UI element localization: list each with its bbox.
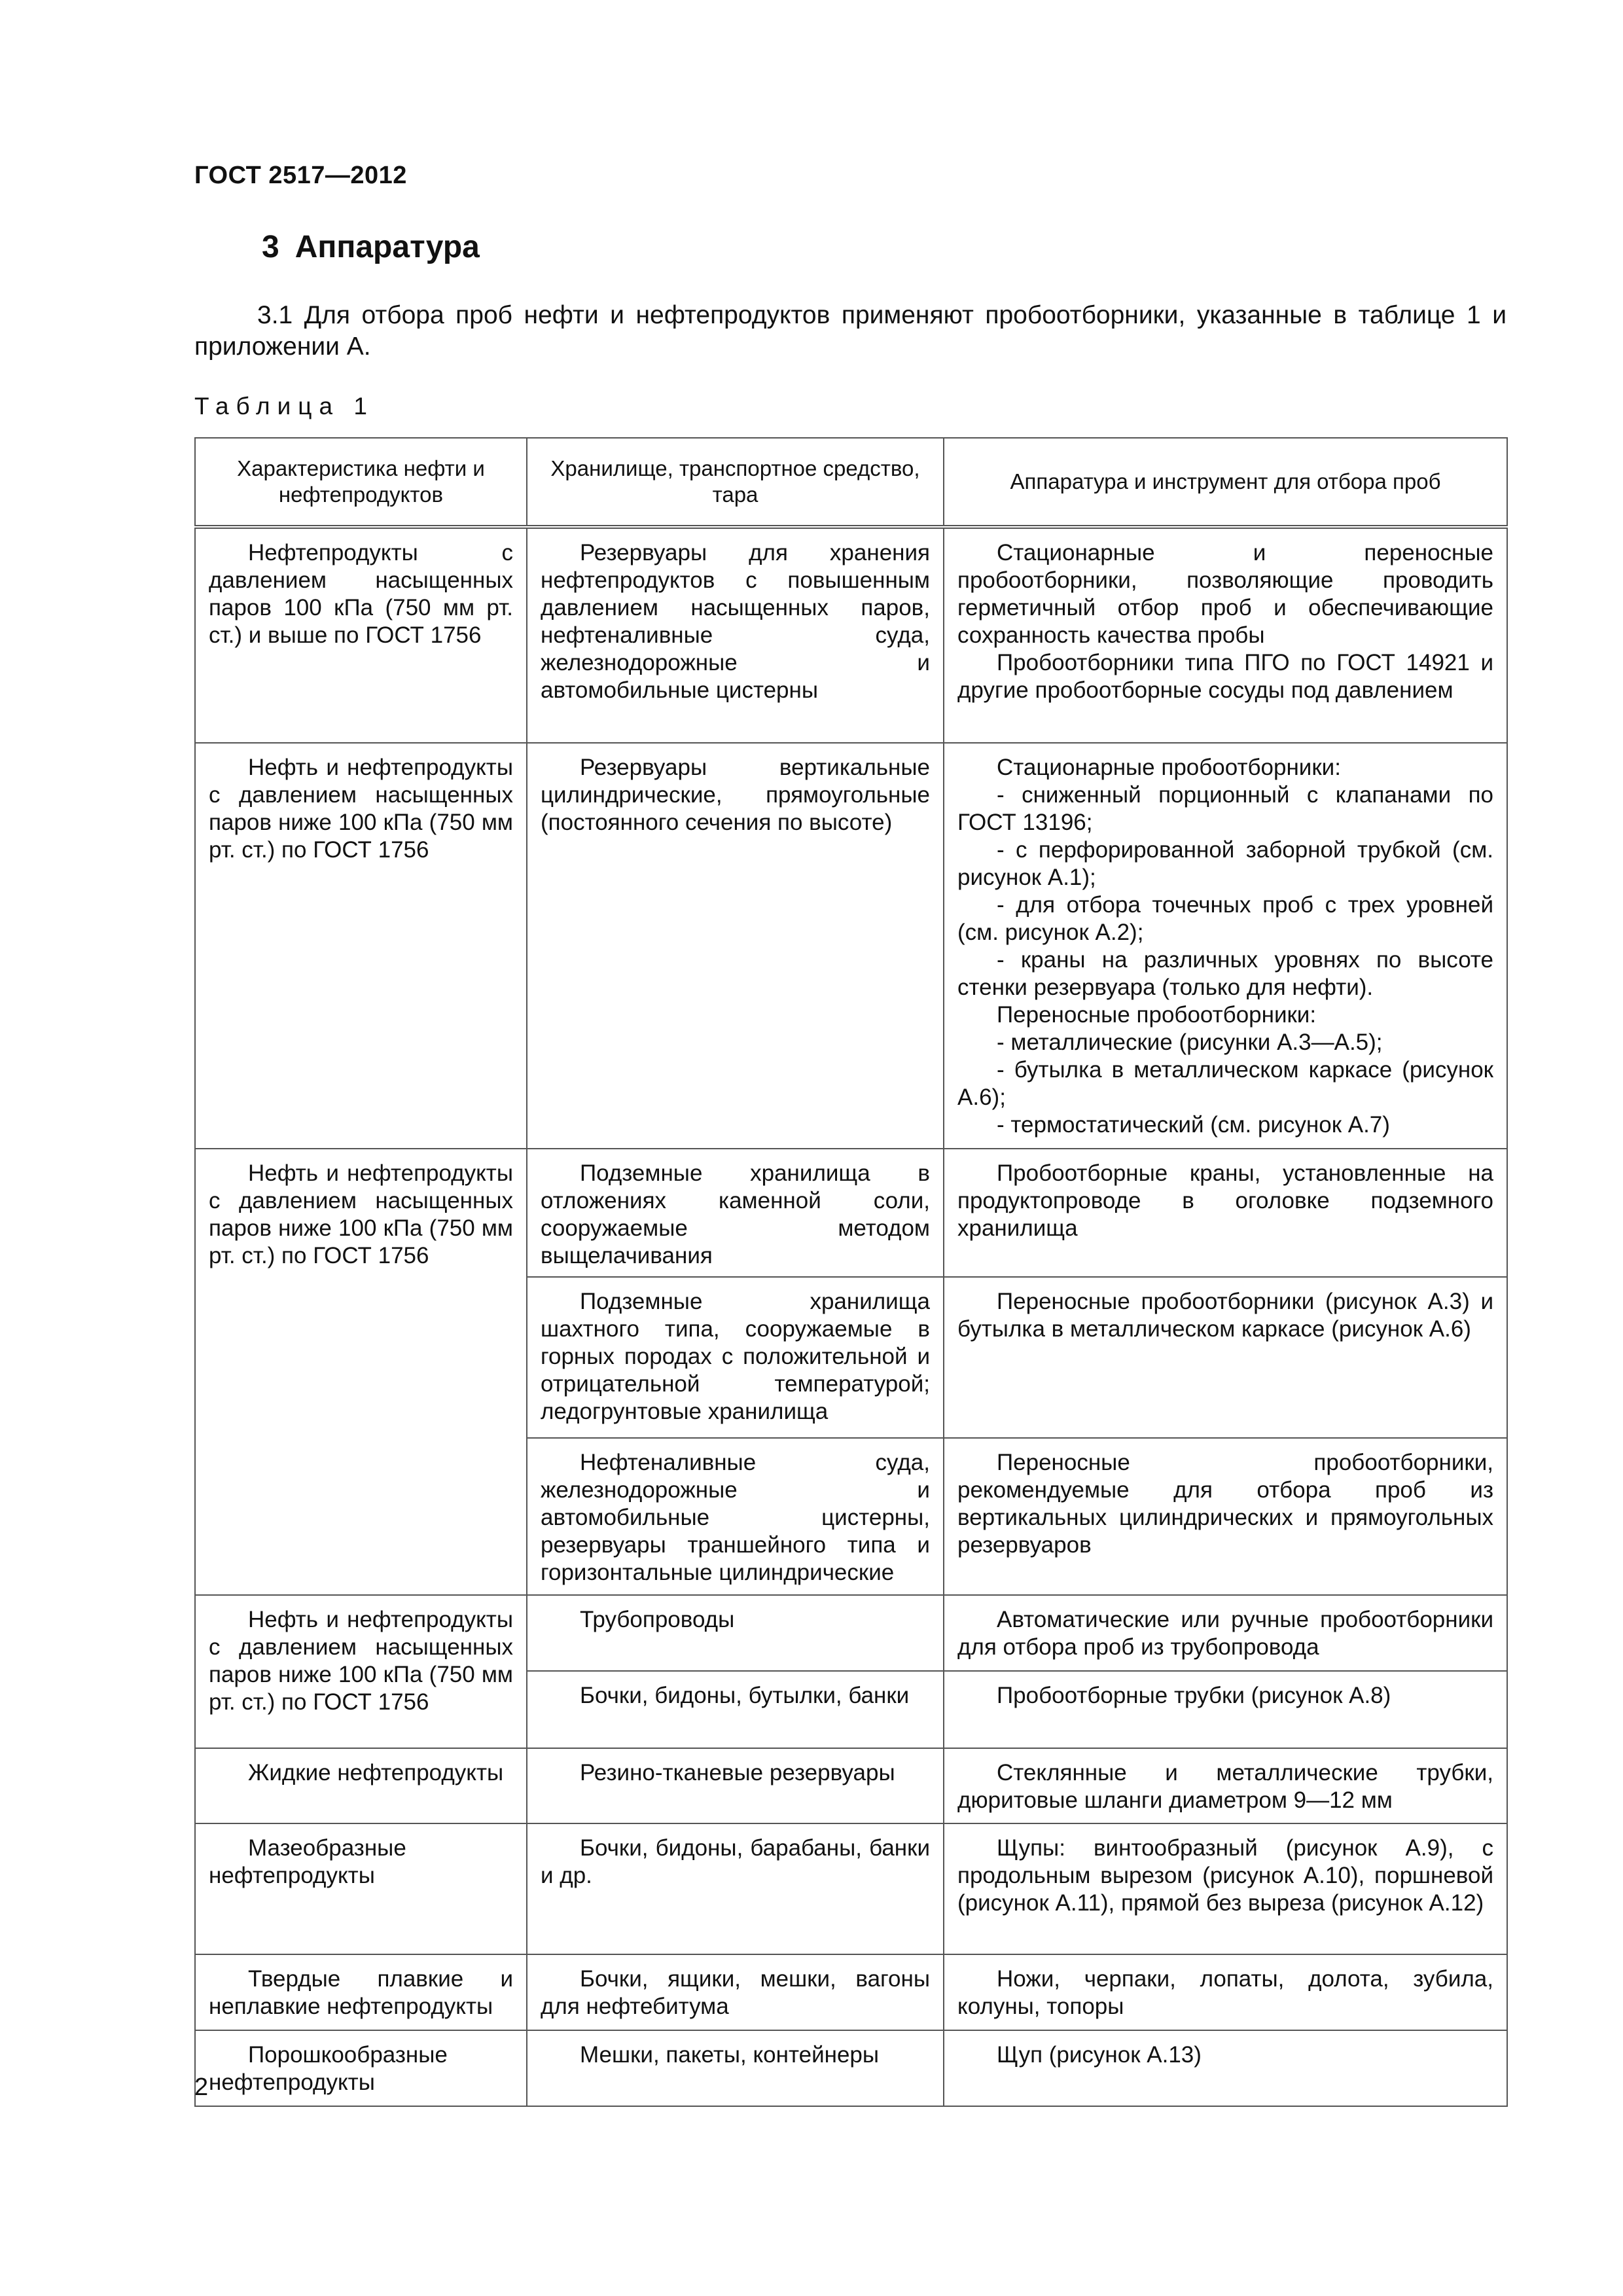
- storage-cell: [527, 1595, 944, 1671]
- apparatus-cell: [944, 1748, 1507, 1823]
- apparatus-cell-paragraph: Стационарные пробоотборники:: [997, 755, 1341, 780]
- apparatus-cell-paragraph: Пробоотборные трубки (рисунок А.8): [997, 1683, 1391, 1708]
- characteristic-cell-paragraph: Мазеобразные нефтепродукты: [209, 1835, 406, 1888]
- apparatus-cell: [944, 1277, 1507, 1438]
- apparatus-cell-paragraph: - металлические (рисунки А.3—А.5);: [997, 1030, 1383, 1055]
- characteristic-cell: [195, 1149, 527, 1595]
- header-apparatus: Аппаратура и инструмент для отбора проб: [944, 438, 1507, 527]
- characteristic-cell: [195, 1595, 527, 1748]
- apparatus-cell: [944, 527, 1507, 743]
- characteristic-cell-paragraph: Твердые плавкие и неплавкие нефтепродукты: [209, 1966, 513, 2019]
- apparatus-cell: [944, 1595, 1507, 1671]
- apparatus-cell-paragraph: Автоматические или ручные пробоотборники для отбора проб из трубопровода: [957, 1607, 1493, 1660]
- apparatus-cell-paragraph: Переносные пробоотборники (рисунок А.3) и бутылка в металлическом каркасе (рисунок А.6): [957, 1289, 1493, 1342]
- header-storage: Хранилище, транспортное средство, тара: [527, 438, 944, 527]
- storage-cell-paragraph: Резино-тканевые резервуары: [580, 1760, 895, 1785]
- storage-cell-paragraph: Резервуары вертикальные цилиндрические, прямоугольные (постоянного сечения по высоте): [541, 755, 930, 835]
- apparatus-cell: [944, 2030, 1507, 2106]
- characteristic-cell: [195, 1823, 527, 1954]
- apparatus-cell-paragraph: Стеклянные и металлические трубки, дюритовые шланги диаметром 9—12 мм: [957, 1760, 1493, 1813]
- storage-cell-paragraph: Трубопроводы: [580, 1607, 735, 1632]
- apparatus-cell: [944, 1438, 1507, 1595]
- table-row: [195, 1748, 1507, 1823]
- table-row: [195, 2030, 1507, 2106]
- characteristic-cell: [195, 1954, 527, 2030]
- intro-paragraph: [194, 300, 1507, 363]
- characteristic-cell: [195, 527, 527, 743]
- storage-cell: [527, 1671, 944, 1748]
- storage-cell: [527, 527, 944, 743]
- apparatus-cell: [944, 1823, 1507, 1954]
- storage-cell-paragraph: Резервуары для хранения нефтепродуктов с повышенным давлением насыщенных паров, нефтеналивные суда, железнодорожные и автомобильные цистерны: [541, 540, 930, 703]
- characteristic-cell-paragraph: Нефтепродукты с давлением насыщенных паров 100 кПа (750 мм рт. ст.) и выше по ГОСТ 1756: [209, 540, 513, 648]
- storage-cell: [527, 1748, 944, 1823]
- apparatus-cell-paragraph: - с перфорированной заборной трубкой (см. рисунок А.1);: [957, 837, 1493, 890]
- storage-cell-paragraph: Бочки, бидоны, барабаны, банки и др.: [541, 1835, 930, 1888]
- characteristic-cell-paragraph: Порошкообразные нефтепродукты: [209, 2042, 448, 2095]
- apparatus-cell-paragraph: - термостатический (см. рисунок А.7): [997, 1112, 1390, 1138]
- apparatus-cell: [944, 743, 1507, 1149]
- storage-cell: [527, 2030, 944, 2106]
- apparatus-cell-paragraph: Ножи, черпаки, лопаты, долота, зубила, колуны, топоры: [957, 1966, 1493, 2019]
- intro-text: 3.1 Для отбора проб нефти и нефтепродуктов применяют пробоотборники, указанные в таблице 1 и приложении А.: [194, 301, 1507, 361]
- section-number: 3: [262, 230, 279, 264]
- apparatus-cell-paragraph: - сниженный порционный с клапанами по ГОСТ 13196;: [957, 782, 1493, 835]
- table-row: [195, 1823, 1507, 1954]
- apparatus-cell-paragraph: Стационарные и переносные пробоотборники, позволяющие проводить герметичный отбор проб и обеспечивающие сохранность качества пробы: [957, 540, 1493, 648]
- storage-cell-paragraph: Подземные хранилища в отложениях каменной соли, сооружаемые методом выщелачивания: [541, 1160, 930, 1268]
- document-code: ГОСТ 2517—2012: [194, 162, 407, 189]
- storage-cell: [527, 1954, 944, 2030]
- apparatus-cell: [944, 1149, 1507, 1277]
- table-header-row: [195, 438, 1507, 527]
- storage-cell: [527, 1823, 944, 1954]
- apparatus-cell-paragraph: Пробоотборники типа ПГО по ГОСТ 14921 и другие пробоотборные сосуды под давлением: [957, 650, 1493, 703]
- apparatus-cell-paragraph: Щупы: винтообразный (рисунок А.9), с продольным вырезом (рисунок А.10), поршневой (рисунок А.11), прямой без выреза (рисунок А.12): [957, 1835, 1493, 1916]
- header-characteristic: Характеристика нефти и нефтепродуктов: [195, 438, 527, 527]
- table-row: [195, 1595, 1507, 1671]
- table-row: [195, 1954, 1507, 2030]
- characteristic-cell-paragraph: Жидкие нефтепродукты: [248, 1760, 504, 1785]
- characteristic-cell: [195, 2030, 527, 2106]
- characteristic-cell: [195, 1748, 527, 1823]
- section-title: Аппаратура: [294, 230, 480, 264]
- apparatus-cell: [944, 1954, 1507, 2030]
- storage-cell: [527, 1277, 944, 1438]
- table-row: [195, 743, 1507, 1149]
- table-row: [195, 1149, 1507, 1277]
- apparatus-cell-paragraph: - для отбора точечных проб с трех уровней (см. рисунок А.2);: [957, 892, 1493, 945]
- apparatus-table: [194, 437, 1508, 2107]
- storage-cell: [527, 1149, 944, 1277]
- apparatus-cell-paragraph: Переносные пробоотборники:: [997, 1002, 1317, 1028]
- storage-cell: [527, 1438, 944, 1595]
- table-label: Таблица 1: [194, 393, 374, 420]
- apparatus-cell-paragraph: Пробоотборные краны, установленные на продуктопроводе в оголовке подземного хранилища: [957, 1160, 1493, 1241]
- storage-cell-paragraph: Мешки, пакеты, контейнеры: [580, 2042, 880, 2068]
- table-body: [195, 527, 1507, 2106]
- apparatus-cell-paragraph: Переносные пробоотборники, рекомендуемые для отбора проб из вертикальных цилиндрических и прямоугольных резервуаров: [957, 1450, 1493, 1558]
- storage-cell-paragraph: Нефтеналивные суда, железнодорожные и автомобильные цистерны, резервуары траншейного типа и горизонтальные цилиндрические: [541, 1450, 930, 1585]
- characteristic-cell-paragraph: Нефть и нефтепродукты с давлением насыщенных паров ниже 100 кПа (750 мм рт. ст.) по ГОСТ 1756: [209, 1160, 513, 1268]
- storage-cell: [527, 743, 944, 1149]
- characteristic-cell: [195, 743, 527, 1149]
- apparatus-cell-paragraph: - бутылка в металлическом каркасе (рисунок А.6);: [957, 1057, 1493, 1110]
- storage-cell-paragraph: Бочки, бидоны, бутылки, банки: [580, 1683, 910, 1708]
- storage-cell-paragraph: Бочки, ящики, мешки, вагоны для нефтебитума: [541, 1966, 930, 2019]
- apparatus-cell: [944, 1671, 1507, 1748]
- characteristic-cell-paragraph: Нефть и нефтепродукты с давлением насыщенных паров ниже 100 кПа (750 мм рт. ст.) по ГОСТ 1756: [209, 1607, 513, 1715]
- section-heading: [262, 229, 480, 265]
- page-number: 2: [194, 2073, 209, 2101]
- apparatus-cell-paragraph: Щуп (рисунок А.13): [997, 2042, 1202, 2068]
- storage-cell-paragraph: Подземные хранилища шахтного типа, сооружаемые в горных породах с положительной и отрицательной температурой; ледогрунтовые хранилища: [541, 1289, 930, 1424]
- characteristic-cell-paragraph: Нефть и нефтепродукты с давлением насыщенных паров ниже 100 кПа (750 мм рт. ст.) по ГОСТ 1756: [209, 755, 513, 863]
- apparatus-cell-paragraph: - краны на различных уровнях по высоте стенки резервуара (только для нефти).: [957, 947, 1493, 1000]
- table-row: [195, 527, 1507, 743]
